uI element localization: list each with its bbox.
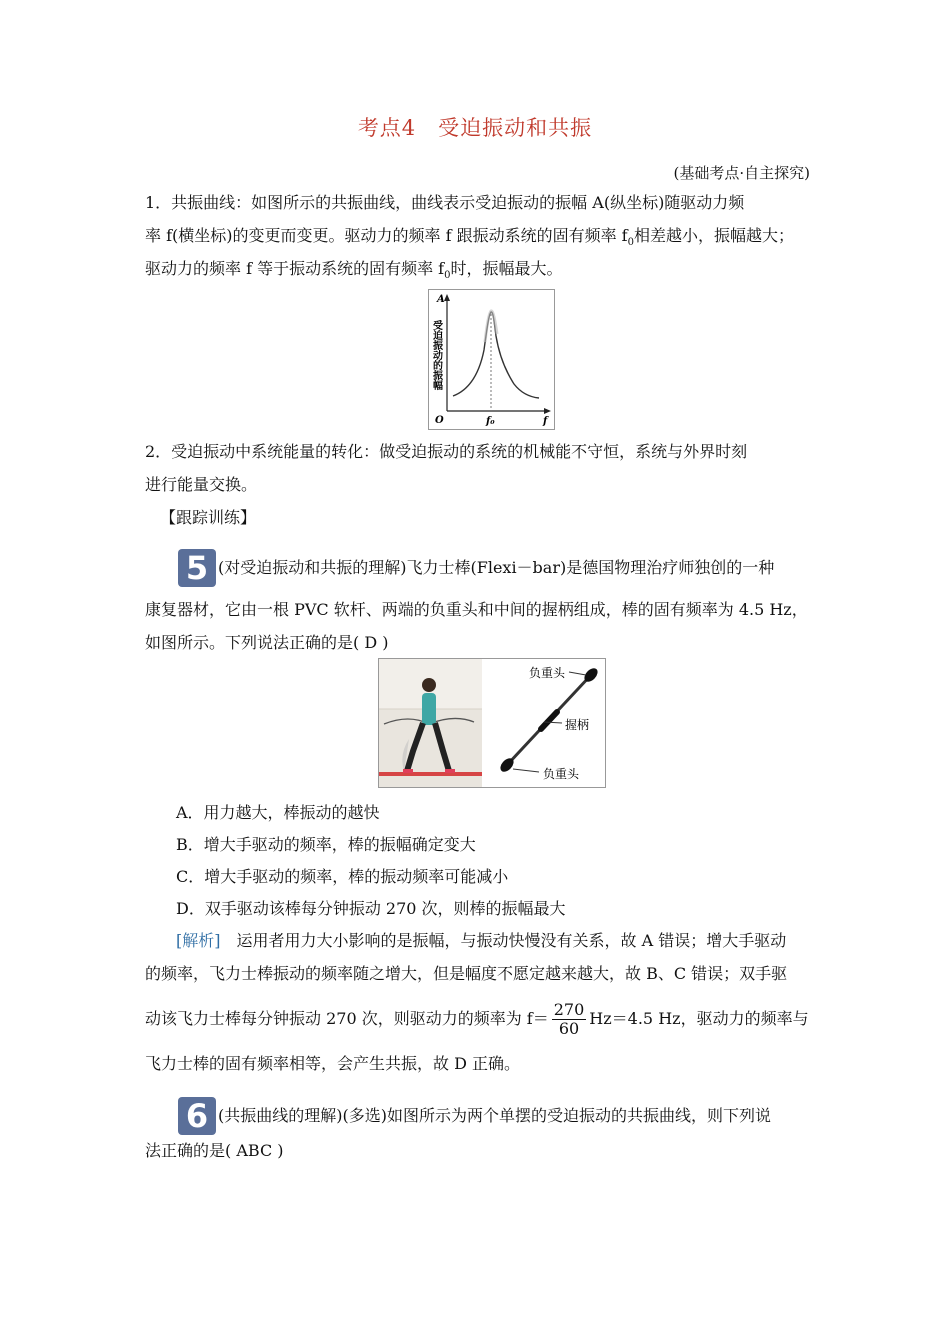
flexibar-handle [541,712,557,729]
q5-option-c: C．增大手驱动的频率，棒的振动频率可能减小 [176,867,509,886]
page-title: 考点4 受迫振动和共振 [357,116,593,140]
athlete-head [422,678,436,692]
q5-number-badge: 5 [178,549,216,587]
origin-label: O [435,415,444,426]
analysis-tag: [解析] [176,931,221,950]
flexibar-figure [378,658,606,788]
q5-option-d: D．双手驱动该棒每分钟振动 270 次，则棒的振幅最大 [176,899,566,918]
q5-option-b: B．增大手驱动的频率，棒的振幅确定变大 [176,835,476,854]
label-handle: 握柄 [565,718,590,732]
athlete-torso [422,693,436,725]
analysis-line4: 飞力士棒的固有频率相等，会产生共振，故 D 正确。 [145,1054,521,1073]
resonance-curve-svg [429,290,554,429]
resonance-curve-figure [428,289,555,430]
y-label-text: 受迫振动的振幅 [430,320,442,390]
x-label-f0: f₀ [486,416,495,427]
para2-line1: 2．受迫振动中系统能量的转化：做受迫振动的系统的机械能不守恒，系统与外界时刻 [145,442,748,461]
para1-line1: 1．共振曲线：如图所示的共振曲线，曲线表示受迫振动的振幅 A(纵坐标)随驱动力频 [145,193,745,212]
analysis-line1: [解析] 运用者用力大小影响的是振幅，与振动快慢没有关系，故 A 错误；增大手驱动 [176,931,787,950]
para1-line2: 率 f(横坐标)的变更而变更。驱动力的频率 f 跟振动系统的固有频率 $f_0$相差越小，振幅越大； [145,226,794,248]
section-subtitle: (基础考点·自主探究) [673,164,810,182]
flexibar-svg [379,659,605,787]
label-weight-head-top: 负重头 [529,666,566,680]
analysis-line3: 动该飞力士棒每分钟振动 270 次，则驱动力的频率为 f＝ $\frac{270}{60}$ Hz＝4.5 Hz，驱动力的频率与 [145,1000,809,1038]
analysis-line2: 的频率，飞力士棒振动的频率随之增大，但是幅度不愿定越来越大，故 B、C 错误；双手驱 [145,964,788,983]
q5-option-a: A．用力越大，棒振动的越快 [176,803,380,822]
practice-heading: 【跟踪训练】 [160,508,257,527]
y-axis-arrow [444,294,450,301]
x-label-f: f [543,416,548,427]
q6-line2: 法正确的是( ABC ) [145,1141,284,1160]
q5-line3: 如图所示。下列说法正确的是( D ) [145,633,389,652]
floor-red-line [379,772,482,776]
y-label-a: A [437,294,445,305]
label-weight-head-bottom: 负重头 [543,767,580,781]
para1-line3: 驱动力的频率 f 等于振动系统的固有频率 $f_0$时，振幅最大。 [145,259,563,281]
x-axis-arrow [544,408,551,414]
q5-line1: 5 (对受迫振动和共振的理解)飞力士棒(Flexi－bar)是德国物理治疗师独创的一种 [178,548,843,588]
q6-line1: 6 (共振曲线的理解)(多选)如图所示为两个单摆的受迫振动的共振曲线，则下列说 [178,1096,843,1136]
q5-line2: 康复器材，它由一根 PVC 软杆、两端的负重头和中间的握柄组成，棒的固有频率为 4.5 Hz， [145,600,808,619]
q6-number-badge: 6 [178,1097,216,1135]
para2-line2: 进行能量交换。 [145,475,258,494]
frequency-fraction: $\frac{270}{60}$ [553,1000,585,1038]
